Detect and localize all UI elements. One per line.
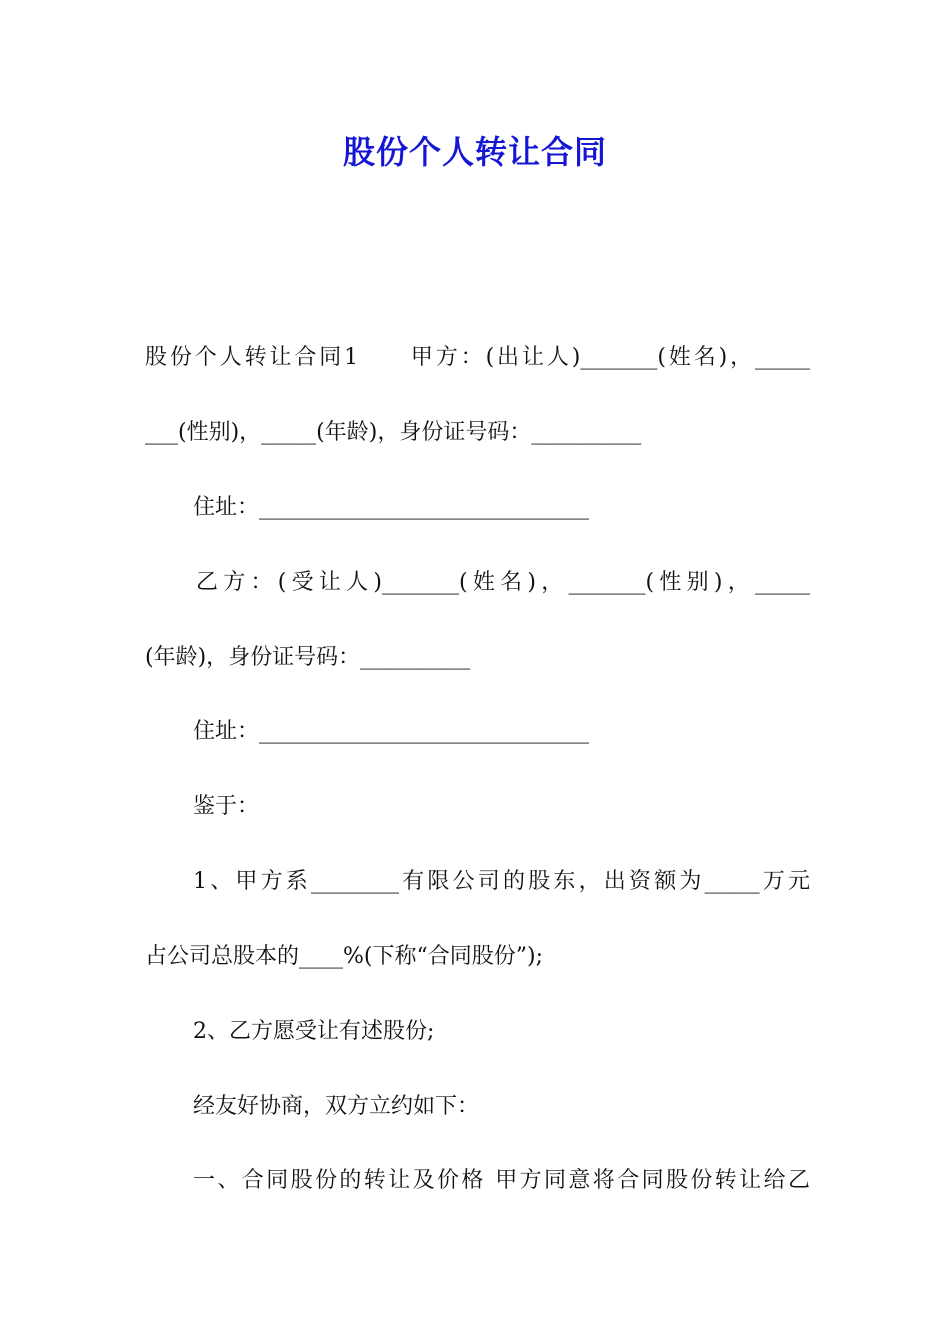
paragraph-line-3: 住址：______________________________ [193, 495, 590, 520]
paragraph-line-5: (年龄)，身份证号码：__________ [145, 645, 471, 670]
paragraph-line-8: 1、甲方系________有限公司的股东，出资额为_____万元 [193, 869, 810, 894]
paragraph-line-2: ___(性别)，_____(年龄)，身份证号码：__________ [145, 420, 642, 445]
paragraph-line-12: 一、合同股份的转让及价格 甲方同意将合同股份转让给乙 [193, 1168, 810, 1193]
paragraph-line-4: 乙方：(受让人)_______(姓名)，_______(性别)，_____ [196, 570, 810, 595]
document-title: 股份个人转让合同 [342, 133, 607, 171]
paragraph-line-1: 股份个人转让合同1 甲方：(出让人)_______(姓名)，_____ [145, 345, 810, 370]
paragraph-line-6: 住址：______________________________ [193, 719, 590, 744]
paragraph-line-9: 占公司总股本的____%(下称“合同股份”); [145, 944, 543, 969]
paragraph-line-7: 鉴于： [193, 794, 260, 819]
paragraph-line-11: 经友好协商，双方立约如下： [193, 1094, 480, 1119]
paragraph-line-10: 2、乙方愿受让有述股份; [193, 1019, 435, 1044]
